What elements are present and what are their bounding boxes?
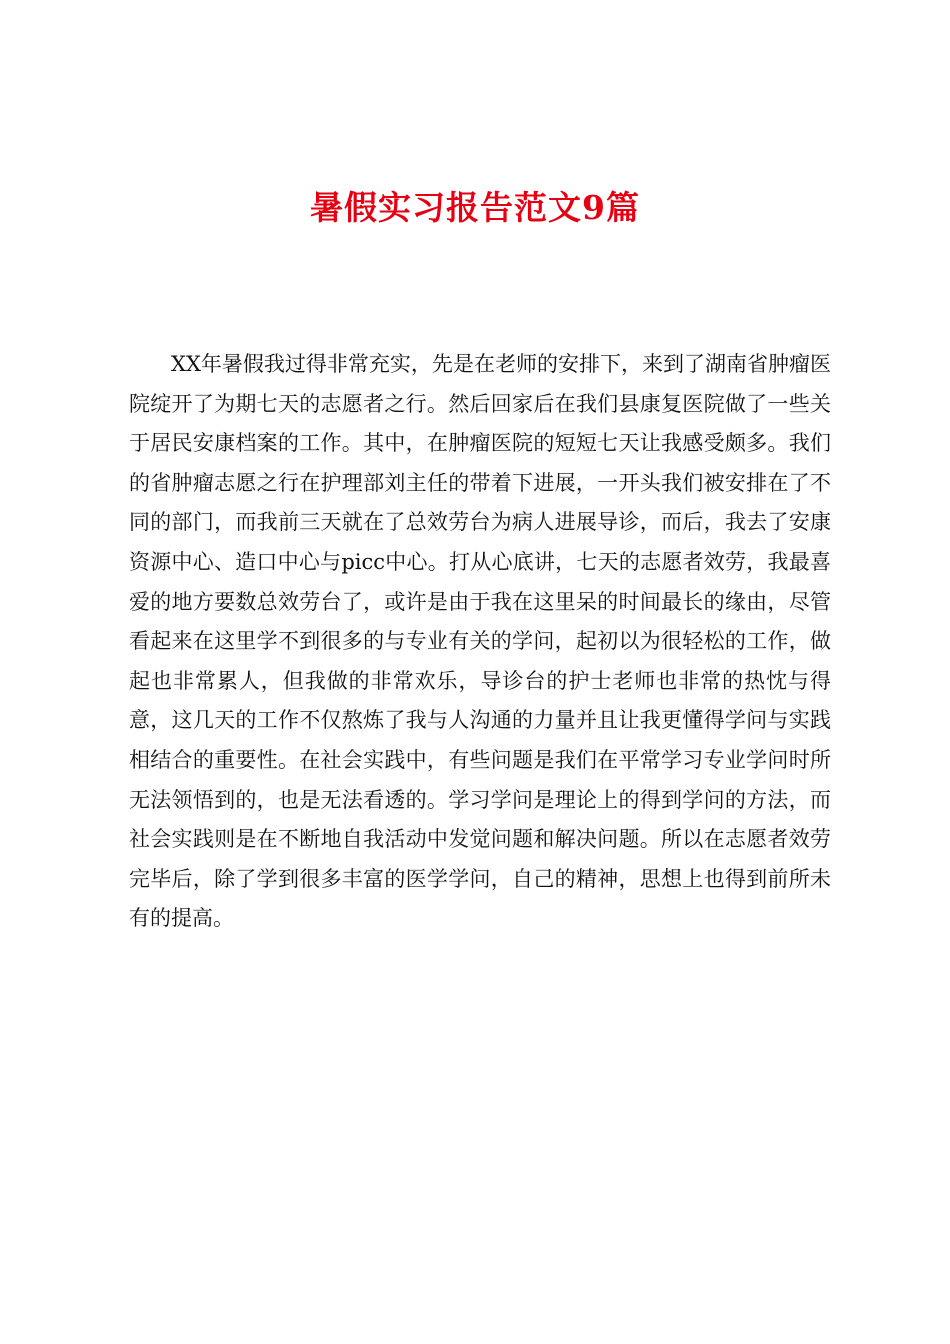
body-paragraph: XX年暑假我过得非常充实，先是在老师的安排下，来到了湖南省肿瘤医院绽开了为期七天的志愿者之行。然后回家后在我们县康复医院做了一些关于居民安康档案的工作。其中，在肿瘤医院的短短七天让我感受颇多。我们的省肿瘤志愿之行在护理部刘主任的带着下进展，一开头我们被安排在了不同的部门，而我前三天就在了总效劳台为病人进展导诊，而后，我去了安康资源中心、造口中心与picc中心。打从心底讲，七天的志愿者效劳，我最喜爱的地方要数总效劳台了，或许是由于我在这里呆的时间最长的缘由，尽管看起来在这里学不到很多的与专业有关的学问，起初以为很轻松的工作，做起也非常累人，但我做的非常欢乐，导诊台的护士老师也非常的热忱与得意，这几天的工作不仅熬炼了我与人沟通的力量并且让我更懂得学问与实践相结合的重要性。在社会实践中，有些问题是我们在平常学习专业学问时所无法领悟到的，也是无法看透的。学习学问是理论上的得到学问的方法，而社会实践则是在不断地自我活动中发觉问题和解决问题。所以在志愿者效劳完毕后，除了学到很多丰富的医学学问，自己的精神，思想上也得到前所未有的提高。 (129, 352, 831, 931)
document-title: 暑假实习报告范文9篇 (310, 188, 640, 227)
